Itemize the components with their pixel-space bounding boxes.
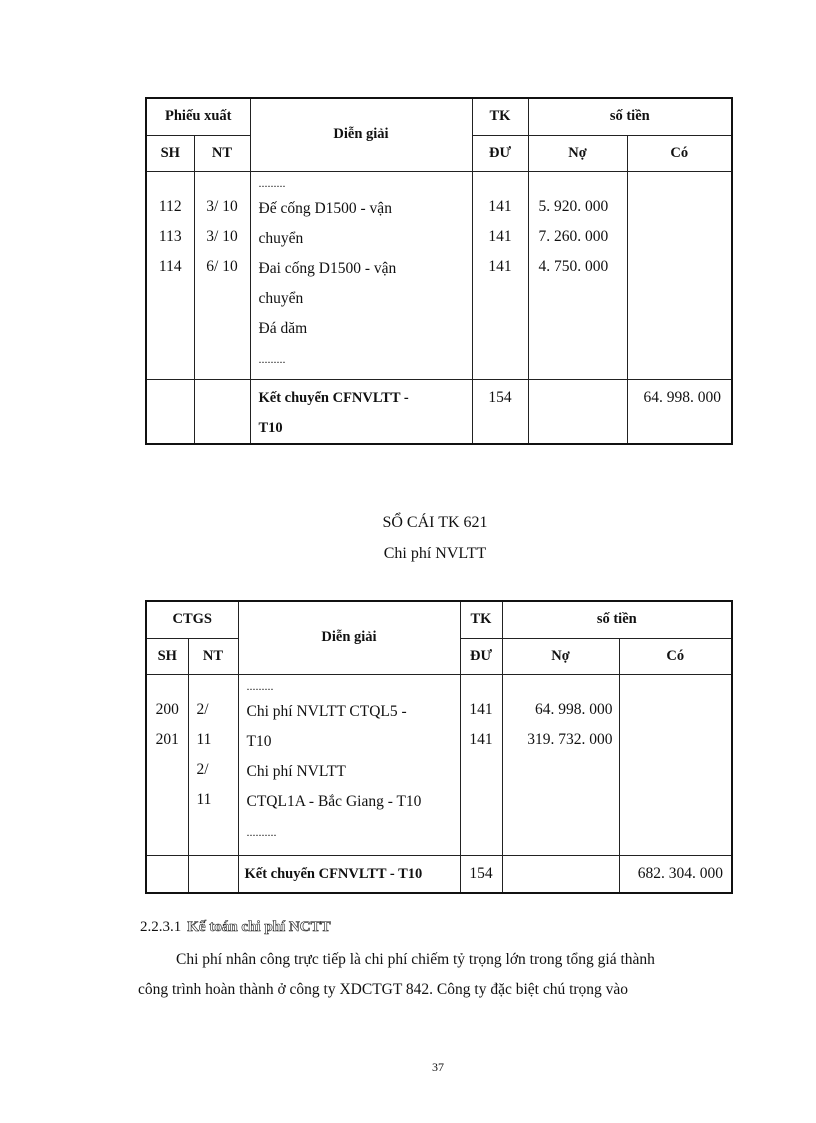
cell-credit-list (627, 171, 732, 379)
header-description: Diễn giải (238, 601, 460, 674)
description-line: CTQL1A - Bắc Giang - T10 (246, 792, 422, 810)
header-description: Diễn giải (250, 98, 472, 171)
footer-description-line: Kết chuyển CFNVLTT - (258, 389, 409, 406)
footer-description-line: T10 (258, 419, 283, 436)
sh-value: 200 (155, 700, 179, 718)
nt-value: 2/ (196, 700, 209, 718)
section-heading (140, 919, 331, 936)
header-credit: Có (627, 135, 732, 171)
ellipsis-row: ......... (246, 678, 274, 693)
description-line: Chi phí NVLTT CTQL5 - (246, 702, 407, 720)
nt-value: 3/ 10 (206, 197, 238, 215)
footer-credit-value: 682. 304. 000 (637, 864, 723, 882)
header-credit: Có (619, 638, 732, 674)
header-amount: số tiền (528, 98, 732, 135)
ellipsis-row: ......... (258, 351, 286, 366)
description-line: chuyển (258, 229, 304, 247)
ledger-title: SỔ CÁI TK 621 (382, 514, 488, 531)
ledger-subtitle: Chi phí NVLTT (383, 545, 487, 562)
footer-credit (619, 855, 732, 893)
header-voucher: CTGS (146, 601, 238, 638)
footer-account (460, 855, 502, 893)
sh-value: 201 (155, 730, 179, 748)
account-value: 141 (488, 257, 512, 275)
description-line: T10 (246, 732, 272, 750)
sh-value: 114 (158, 257, 182, 275)
cell-account-list (460, 674, 502, 855)
ellipsis-row: ......... (258, 175, 286, 190)
cell-description-list (250, 171, 472, 379)
section-number: 2.2.3.1 (140, 919, 182, 935)
debit-value: 319. 732. 000 (527, 730, 613, 748)
header-issue-slip: Phiếu xuất (146, 98, 250, 135)
debit-value: 4. 750. 000 (538, 257, 609, 275)
cell-debit-list (502, 674, 619, 855)
description-line: Đai cống D1500 - vận (258, 259, 397, 277)
cell-description-list (238, 674, 460, 855)
account-value: 141 (488, 227, 512, 245)
nt-value: 6/ 10 (206, 257, 238, 275)
footer-account-value: 154 (469, 864, 493, 882)
header-sh: SH (146, 135, 194, 171)
header-debit: Nợ (528, 135, 627, 171)
footer-sh-cell (146, 855, 188, 893)
footer-debit-cell (528, 379, 627, 444)
header-amount: số tiền (502, 601, 732, 638)
footer-credit-value: 64. 998. 000 (643, 388, 721, 406)
cell-account-list (472, 171, 528, 379)
header-account-bottom: ĐƯ (460, 638, 502, 674)
footer-credit (627, 379, 732, 444)
cell-credit-list (619, 674, 732, 855)
nt-value: 11 (196, 790, 212, 808)
debit-value: 64. 998. 000 (535, 700, 613, 718)
description-line: Đế cống D1500 - vận (258, 199, 392, 217)
ledger-table-issue-slips (145, 97, 733, 445)
header-sh: SH (146, 638, 188, 674)
description-line: Chi phí NVLTT (246, 762, 346, 780)
nt-value: 3/ 10 (206, 227, 238, 245)
sh-value: 113 (158, 227, 182, 245)
footer-debit-cell (502, 855, 619, 893)
footer-nt-cell (194, 379, 250, 444)
description-line: Đá dăm (258, 319, 308, 337)
header-nt: NT (188, 638, 238, 674)
ledger-table-account-621 (145, 600, 733, 894)
header-nt: NT (194, 135, 250, 171)
account-value: 141 (469, 730, 493, 748)
sh-value: 112 (158, 197, 182, 215)
footer-account (472, 379, 528, 444)
description-line: chuyển (258, 289, 304, 307)
footer-nt-cell (188, 855, 238, 893)
footer-sh-cell (146, 379, 194, 444)
footer-description-line: Kết chuyển CFNVLTT - T10 (244, 865, 423, 882)
cell-sh-list (146, 171, 194, 379)
cell-sh-list (146, 674, 188, 855)
cell-nt-list (194, 171, 250, 379)
debit-value: 5. 920. 000 (538, 197, 609, 215)
footer-description (238, 855, 460, 893)
nt-value: 11 (196, 730, 212, 748)
nt-value: 2/ (196, 760, 209, 778)
ellipsis-row: .......... (246, 824, 277, 839)
header-account-top: TK (460, 601, 502, 638)
section-title: Kế toán chi phí NCTT (187, 919, 331, 935)
header-account-bottom: ĐƯ (472, 135, 528, 171)
footer-account-value: 154 (488, 388, 512, 406)
paragraph-line-2: công trình hoàn thành ở công ty XDCTGT 842. Công ty đặc biệt chú trọng vào (138, 981, 629, 998)
cell-debit-list (528, 171, 627, 379)
debit-value: 7. 260. 000 (538, 227, 609, 245)
header-account-top: TK (472, 98, 528, 135)
paragraph-line-1: Chi phí nhân công trực tiếp là chi phí chiếm tỷ trọng lớn trong tổng giá thành (176, 951, 655, 968)
account-value: 141 (488, 197, 512, 215)
cell-nt-list (188, 674, 238, 855)
header-debit: Nợ (502, 638, 619, 674)
footer-description (250, 379, 472, 444)
page-number: 37 (432, 1060, 444, 1074)
account-value: 141 (469, 700, 493, 718)
